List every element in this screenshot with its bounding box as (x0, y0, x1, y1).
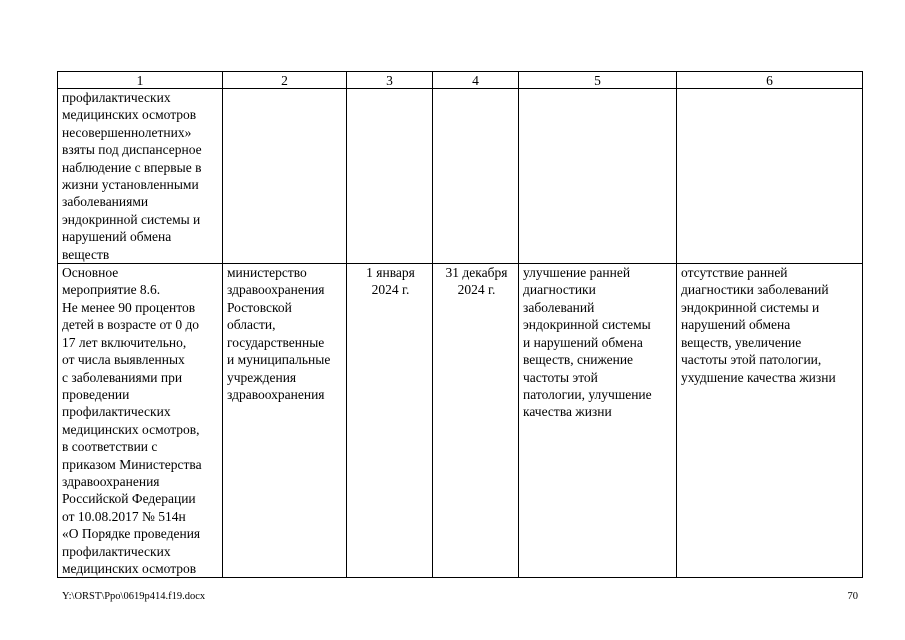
responsible-cell (223, 89, 347, 264)
column-number-5: 5 (519, 72, 677, 89)
end-date-cell: 31 декабря 2024 г. (433, 264, 519, 578)
column-number-1: 1 (58, 72, 223, 89)
file-path-footer: Y:\ORST\Ppo\0619p414.f19.docx (62, 591, 206, 602)
column-number-6: 6 (677, 72, 863, 89)
expected-result-cell: улучшение ранней диагностики заболеваний эндокринной системы и нарушений обмена веществ, снижение частоты этой патологии, улучшение качества жизни (519, 264, 677, 578)
page-number: 70 (847, 591, 858, 602)
document-table (57, 71, 863, 578)
non-implementation-consequences-cell: отсутствие ранней диагностики заболеваний эндокринной системы и нарушений обмена веществ, увеличение частоты этой патологии, ухудшение качества жизни (677, 264, 863, 578)
table-row (58, 89, 863, 264)
column-number-4: 4 (433, 72, 519, 89)
start-date-cell (347, 89, 433, 264)
expected-result-cell (519, 89, 677, 264)
table-header-row (58, 72, 863, 89)
responsible-executor-cell: министерство здравоохранения Ростовской области, государственные и муниципальные учреждения здравоохранения (223, 264, 347, 578)
column-number-2: 2 (223, 72, 347, 89)
consequences-cell (677, 89, 863, 264)
indicator-cell: профилактических медицинских осмотров несовершеннолетних» взяты под диспансерное наблюдение с впервые в жизни установленными заболеваниями эндокринной системы и нарушений обмена веществ (58, 89, 223, 264)
column-number-3: 3 (347, 72, 433, 89)
table-row (58, 264, 863, 578)
start-date-cell: 1 января 2024 г. (347, 264, 433, 578)
end-date-cell (433, 89, 519, 264)
measure-description-cell: Основное мероприятие 8.6. Не менее 90 процентов детей в возрасте от 0 до 17 лет включительно, от числа выявленных с заболеваниями при проведении профилактических медицинских осмотров, в соответствии с приказом Министерства здравоохранения Российской Федерации от 10.08.2017 № 514н «О Порядке проведения профилактических медицинских осмотров (58, 264, 223, 578)
